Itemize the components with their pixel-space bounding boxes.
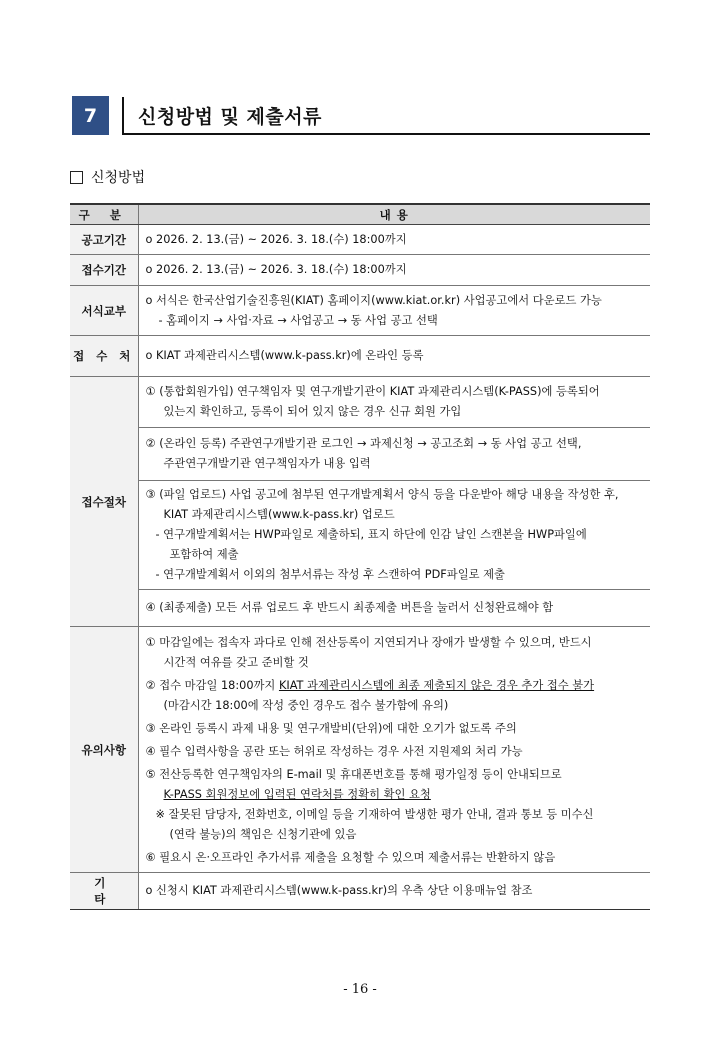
row-label: 접 수 처 — [70, 336, 138, 377]
subheading-text: 신청방법 — [91, 170, 146, 186]
section-title: 신청방법 및 제출서류 — [138, 106, 322, 128]
procedure-step: ② (온라인 등록) 주관연구개발기관 로그인 → 과제신청 → 공고조회 → 동 사업 공고 선택, 주관연구개발기관 연구책임자가 내용 입력 — [139, 428, 651, 481]
header-category: 구 분 — [70, 204, 138, 225]
table-row: 유의사항 ① 마감일에는 접속자 과다로 인해 전산등록이 지연되거나 장애가 발생할 수 있으며, 반드시 시간적 여유를 갖고 준비할 것 ② 접수 마감일 18:00까지 KIAT 과제관리시스템에 최종 제출되지 않은 경우 추가 접수 불가 (마감시간 18:00에 작성 중인 경우도 접수 불가함에 유의) ③ 온라인 등록시 과제 내용 및 연구개발비(단위)에 대한 오기가 없도록 주의 ④ 필수 입력사항을 공란 또는 허위로 작성하는 경우 사전 지원제외 처리 가능 ⑤ 전산등록한 연구책임자의 E-mail 및 휴대폰번호를 통해 평가일정 등이 안내되므로 K-PASS 회원정보에 입력된 연락처를 정확히 확인 요청 ※ 잘못된 담당자, 전화번호, 이메일 등을 기재하여 발생한 평가 안내, 결과 통보 등 미수신 (연락 불능)의 책임은 신청기관에 있음 ⑥ 필요시 온·오프라인 추가서류 제출을 요청할 수 있으며 제출서류는 반환하지 않음 — [70, 627, 650, 873]
section-number: 7 — [72, 96, 109, 135]
subheading — [70, 167, 145, 187]
table-row — [70, 377, 650, 627]
table-row — [70, 873, 650, 910]
table-row — [70, 286, 650, 336]
row-line: o 신청시 KIAT 과제관리시스템(www.k-pass.kr)의 우측 상단 이용매뉴얼 참조 — [145, 884, 533, 897]
row-line: - 홈페이지 → 사업·자료 → 사업공고 → 동 사업 공고 선택 — [158, 313, 438, 327]
row-line: o 2026. 2. 13.(금) ~ 2026. 3. 18.(수) 18:00까지 — [145, 232, 407, 246]
section-divider — [122, 97, 124, 134]
underlined-notice: K-PASS 회원정보에 입력된 연락처를 정확히 확인 요청 — [163, 788, 431, 801]
row-label: 서식교부 — [70, 286, 138, 336]
table-row — [70, 255, 650, 286]
row-label: 유의사항 — [70, 627, 138, 873]
procedure-step: ① (통합회원가입) 연구책임자 및 연구개발기관이 KIAT 과제관리시스템(K-PASS)에 등록되어 있는지 확인하고, 등록이 되어 있지 않은 경우 신규 회원 가입 — [139, 377, 651, 428]
page-number: - 16 - — [343, 982, 377, 997]
section-underline — [122, 133, 650, 135]
procedure-step: ④ (최종제출) 모든 서류 업로드 후 반드시 최종제출 버튼을 눌러서 신청완료해야 함 — [145, 601, 554, 614]
header-content: 내 용 — [138, 204, 650, 225]
row-line: o 서식은 한국산업기술진흥원(KIAT) 홈페이지(www.kiat.or.kr) 사업공고에서 다운로드 가능 — [145, 293, 602, 307]
underlined-notice: KIAT 과제관리시스템에 최종 제출되지 않은 경우 추가 접수 불가 — [278, 679, 595, 692]
checkbox-square-icon — [70, 171, 83, 184]
row-label: 접수기간 — [70, 255, 138, 286]
table-row — [70, 336, 650, 377]
row-label: 공고기간 — [70, 225, 138, 255]
section-header — [72, 96, 650, 136]
application-table — [70, 203, 650, 910]
row-label: 기 타 — [70, 873, 138, 910]
row-line: o KIAT 과제관리시스템(www.k-pass.kr)에 온라인 등록 — [145, 349, 424, 362]
table-header-row — [70, 204, 650, 225]
row-label: 접수절차 — [70, 377, 138, 627]
procedure-step: ③ (파일 업로드) 사업 공고에 첨부된 연구개발계획서 양식 등을 다운받아 해당 내용을 작성한 후, KIAT 과제관리시스템(www.k-pass.kr) 업로드 - 연구개발계획서는 HWP파일로 제출하되, 표지 하단에 인감 날인 스캔본을 HWP파일에 포함하여 제출 - 연구개발계획서 이외의 첨부서류는 작성 후 스캔하여 PDF파일로 제출 — [139, 481, 651, 590]
row-line: o 2026. 2. 13.(금) ~ 2026. 3. 18.(수) 18:00까지 — [145, 263, 407, 276]
table-row — [70, 225, 650, 255]
